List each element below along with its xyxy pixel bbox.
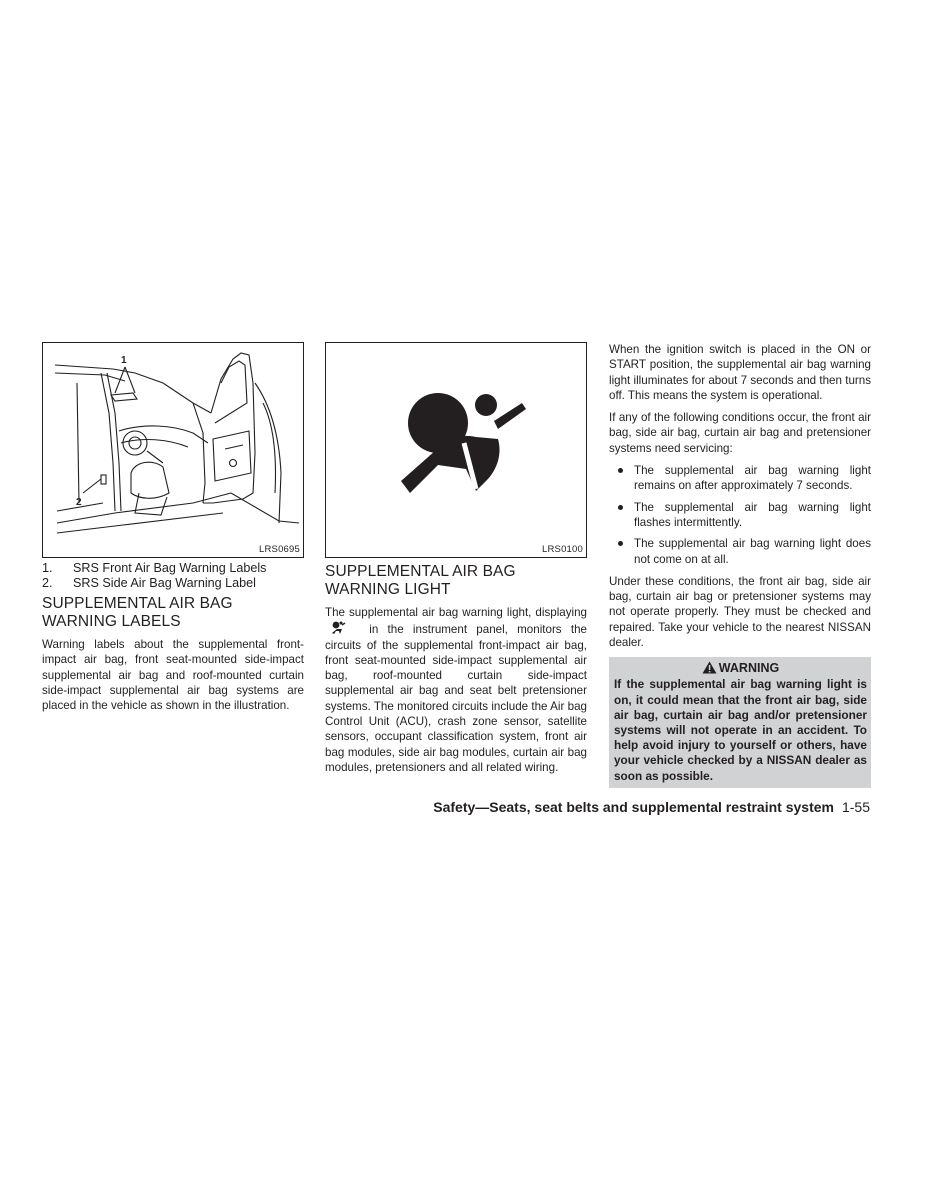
car-door-illustration [42,342,304,558]
list-item: The supplemental air bag warning light flashes intermittently. [609,500,871,531]
caption-number: 2. [42,576,53,590]
figure-code: LRS0695 [258,544,300,555]
warning-triangle-icon [702,661,717,674]
warning-title: WARNING [718,661,780,676]
warning-header [614,660,867,676]
callout-1-label: 1 [121,355,127,366]
warning-light-paragraph [325,605,587,775]
warning-labels-paragraph: Warning labels about the supplemental front-impact air bag, front seat-mounted side-impact supplemental air bag and roof-mounted curtain side-impact supplemental air bag systems are placed in the vehicle as shown in the illustration. [42,638,304,713]
caption-text: SRS Front Air Bag Warning Labels [73,561,267,575]
list-item: The supplemental air bag warning light does not come on at all. [609,536,871,567]
airbag-warning-light-icon [326,343,586,557]
warning-box [609,657,871,787]
paragraph-text-after-icon: in the instrument panel, monitors the circuits of the supplemental front-impact air bag, front seat-mounted side-impact supplemental air bag, roof-mounted curtain side-impact supplemental air bag and seat belt pretensioner systems. The monitored circuits include the Air bag Control Unit (ACU), crash zone sensor, satellite sensors, occupant classification system, front air bag modules, side air bag modules, curtain air bag modules, pretensioners and all related wiring. [325,623,587,774]
operation-paragraph: When the ignition switch is placed in the ON or START position, the supplemental air bag warning light illuminates for about 7 seconds and then turns off. This means the system is operational. [609,343,871,402]
left-column [42,342,304,720]
conditions-list [609,463,871,567]
caption-number: 1. [42,561,53,575]
paragraph-text-before-icon: The supplemental air bag warning light, displaying [325,606,587,619]
conditions-intro-paragraph: If any of the following conditions occur, the front air bag, side air bag, curtain air bag and pretensioner systems need servicing: [609,411,871,455]
caption-text: SRS Side Air Bag Warning Label [73,576,256,590]
list-item: The supplemental air bag warning light remains on after approximately 7 seconds. [609,463,871,494]
footer-section-title: Safety—Seats, seat belts and supplemental restraint system [433,799,834,815]
page-footer [433,799,870,815]
warning-body: If the supplemental air bag warning light is on, it could mean that the front air bag, side air bag, curtain air bag and/or pretensioner systems will not operate in an accident. To help avoid injury to yourself or others, have your vehicle checked by a NISSAN dealer as soon as possible. [614,677,867,783]
figure-code: LRS0100 [541,544,583,555]
service-paragraph: Under these conditions, the front air bag, side air bag, curtain air bag or pretensioner systems may not operate properly. They must be checked and repaired. Take your vehicle to the nearest NISSAN dealer. [609,574,871,650]
page-number: 1-55 [841,799,870,815]
warning-light-figure [325,342,587,558]
section-heading-warning-labels: SUPPLEMENTAL AIR BAG WARNING LABELS [42,595,233,630]
section-heading-warning-light: SUPPLEMENTAL AIR BAG WARNING LIGHT [325,563,516,598]
airbag-inline-icon [330,620,346,636]
caption-list [42,561,304,591]
caption-item [42,576,304,591]
right-column [609,342,871,788]
caption-item [42,561,304,576]
middle-column [325,342,587,782]
callout-2-label: 2 [76,497,82,508]
car-interior-drawing [43,343,303,557]
